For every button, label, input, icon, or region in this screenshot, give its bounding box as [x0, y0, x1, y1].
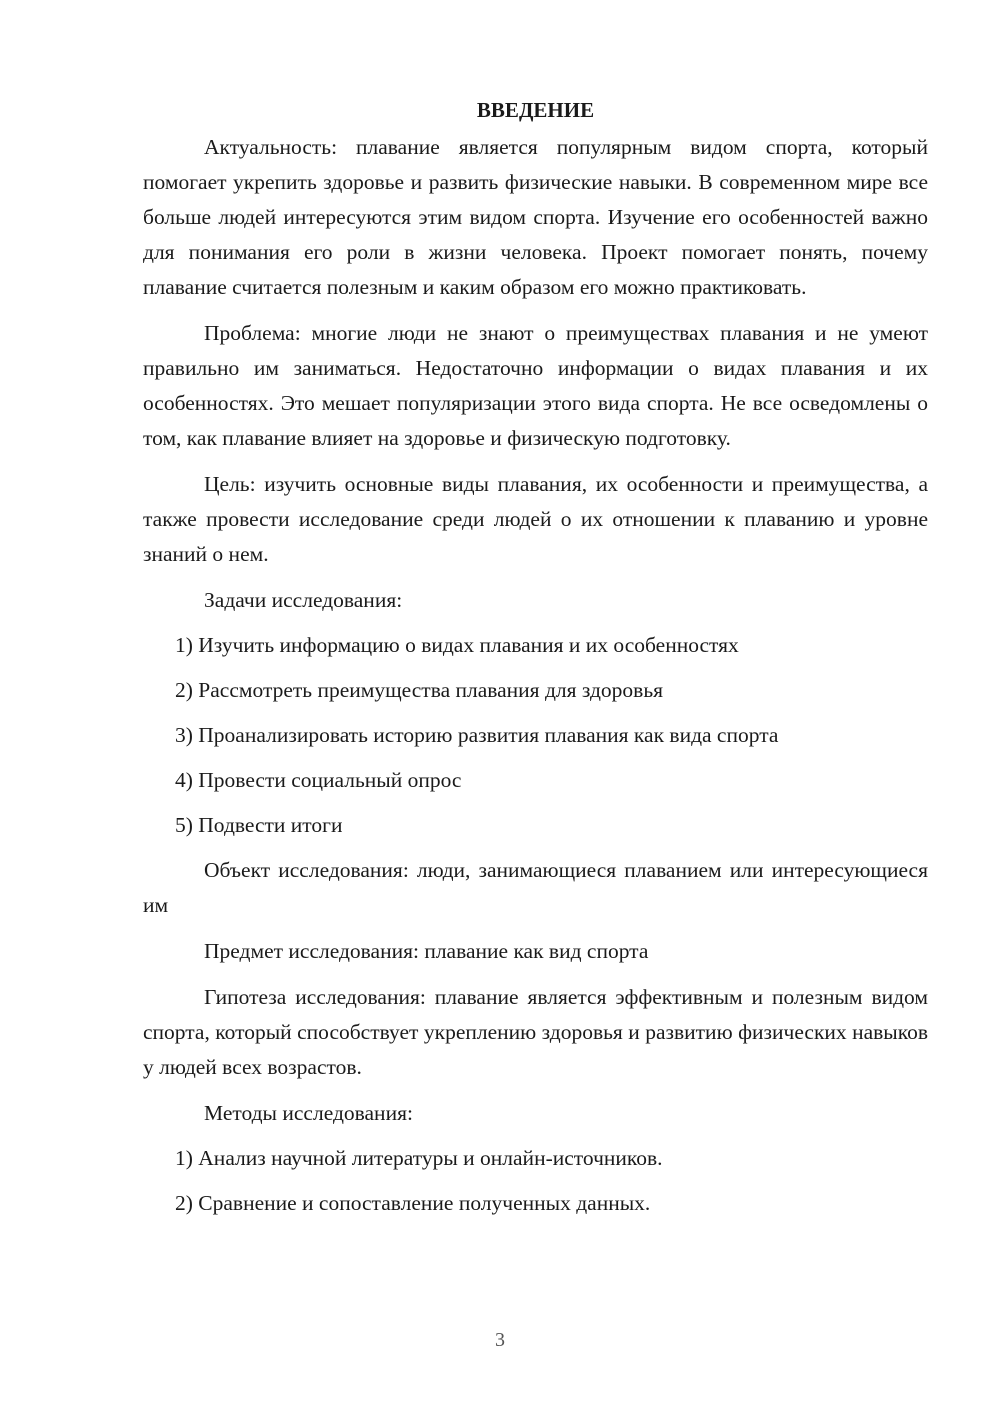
paragraph-hypothesis: Гипотеза исследования: плавание является эффективным и полезным видом спорта, который способствует укреплению здоровья и развитию физических навыков у людей всех возрастов. [143, 985, 928, 1079]
section-title: ВВЕДЕНИЕ [476, 98, 595, 122]
paragraph-problem: Проблема: многие люди не знают о преимуществах плавания и не умеют правильно им заниматься. Недостаточно информации о видах плавания и их особенностях. Это мешает популяризации этого вида спорта. Не все осведомлены о том, как плавание влияет на здоровье и физическую подготовку. [143, 321, 928, 450]
method-item: 1) Анализ научной литературы и онлайн-источников. [175, 1146, 663, 1170]
task-item: 4) Провести социальный опрос [175, 768, 462, 792]
paragraph-relevance: Актуальность: плавание является популярным видом спорта, который помогает укрепить здоровье и развить физические навыки. В современном мире все больше людей интересуются этим видом спорта. Изучение его особенностей важно для понимания его роли в жизни человека. Проект помогает понять, почему плавание считается полезным и каким образом его можно практиковать. [143, 135, 928, 299]
paragraph-subject: Предмет исследования: плавание как вид спорта [204, 939, 649, 963]
page-content [143, 93, 928, 1231]
task-item: 5) Подвести итоги [175, 813, 343, 837]
page-number: 3 [495, 1329, 505, 1351]
method-item: 2) Сравнение и сопоставление полученных данных. [175, 1191, 651, 1215]
task-item: 1) Изучить информацию о видах плавания и их особенностях [175, 633, 739, 657]
paragraph-goal: Цель: изучить основные виды плавания, их особенности и преимущества, а также провести исследование среди людей о их отношении к плаванию и уровне знаний о нем. [143, 472, 928, 566]
paragraph-object: Объект исследования: люди, занимающиеся плаванием или интересующиеся им [143, 858, 928, 917]
tasks-heading: Задачи исследования: [204, 588, 403, 612]
task-item: 2) Рассмотреть преимущества плавания для здоровья [175, 678, 664, 702]
task-item: 3) Проанализировать историю развития плавания как вида спорта [175, 723, 779, 747]
methods-heading: Методы исследования: [204, 1101, 413, 1125]
